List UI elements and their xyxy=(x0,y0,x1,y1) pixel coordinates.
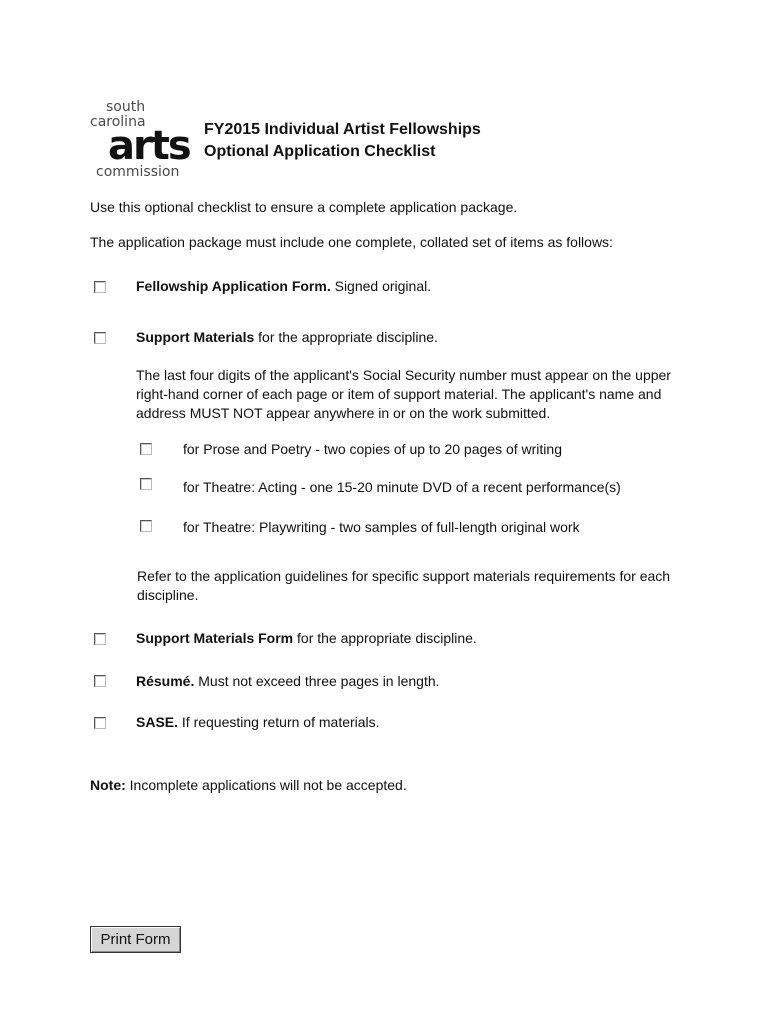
checkbox-support-materials-form[interactable] xyxy=(94,633,106,645)
item-label: Résumé. xyxy=(136,673,195,689)
item-desc: for the appropriate discipline. xyxy=(254,329,438,345)
checkbox-application-form[interactable] xyxy=(94,281,106,293)
intro-line-1: Use this optional checklist to ensure a complete application package. xyxy=(90,199,518,215)
item-resume xyxy=(136,672,440,691)
intro-line-2: The application package must include one complete, collated set of items as follows: xyxy=(90,234,613,250)
checkbox-theatre-acting[interactable] xyxy=(140,478,152,490)
item-label: SASE. xyxy=(136,714,179,730)
logo-text-commission: commission xyxy=(96,164,180,180)
sub-item-theatre-playwriting: for Theatre: Playwriting - two samples of full-length original work xyxy=(183,519,580,535)
sub-item-theatre-acting: for Theatre: Acting - one 15-20 minute DVD of a recent performance(s) xyxy=(183,479,621,495)
logo-text-arts: arts xyxy=(108,123,190,169)
support-materials-note: The last four digits of the applicant's Social Security number must appear on the upper right-hand corner of each page or item of support material. The applicant's name and address MUST NOT appear anywhere in or on the work submitted. xyxy=(136,367,671,421)
checkbox-resume[interactable] xyxy=(94,675,106,687)
item-support-materials-form xyxy=(136,629,477,648)
item-desc: Must not exceed three pages in length. xyxy=(194,673,440,689)
note-label: Note: xyxy=(90,777,126,793)
logo-text-south: south xyxy=(106,99,146,115)
logo-text-carolina: carolina xyxy=(90,114,146,130)
item-support-materials xyxy=(136,328,438,347)
checkbox-prose-poetry[interactable] xyxy=(140,443,152,455)
page-subtitle: Optional Application Checklist xyxy=(204,143,436,160)
guidelines-note: Refer to the application guidelines for specific support materials requirements for each discipline. xyxy=(137,568,671,603)
item-label: Support Materials Form xyxy=(136,630,294,646)
sub-item-prose-poetry: for Prose and Poetry - two copies of up to 20 pages of writing xyxy=(183,441,562,457)
sc-arts-commission-logo xyxy=(86,98,190,182)
item-sase xyxy=(136,713,380,732)
incomplete-note xyxy=(90,776,407,795)
note-text: Incomplete applications will not be accepted. xyxy=(125,777,407,793)
item-label: Fellowship Application Form. xyxy=(136,278,331,294)
checkbox-support-materials[interactable] xyxy=(94,332,106,344)
item-desc: for the appropriate discipline. xyxy=(293,630,477,646)
page-title: FY2015 Individual Artist Fellowships xyxy=(204,121,481,138)
item-application-form xyxy=(136,277,431,296)
item-desc: Signed original. xyxy=(330,278,432,294)
print-form-button[interactable]: Print Form xyxy=(90,926,181,953)
item-desc: If requesting return of materials. xyxy=(178,714,380,730)
checkbox-sase[interactable] xyxy=(94,717,106,729)
item-label: Support Materials xyxy=(136,329,255,345)
checkbox-theatre-playwriting[interactable] xyxy=(140,520,152,532)
